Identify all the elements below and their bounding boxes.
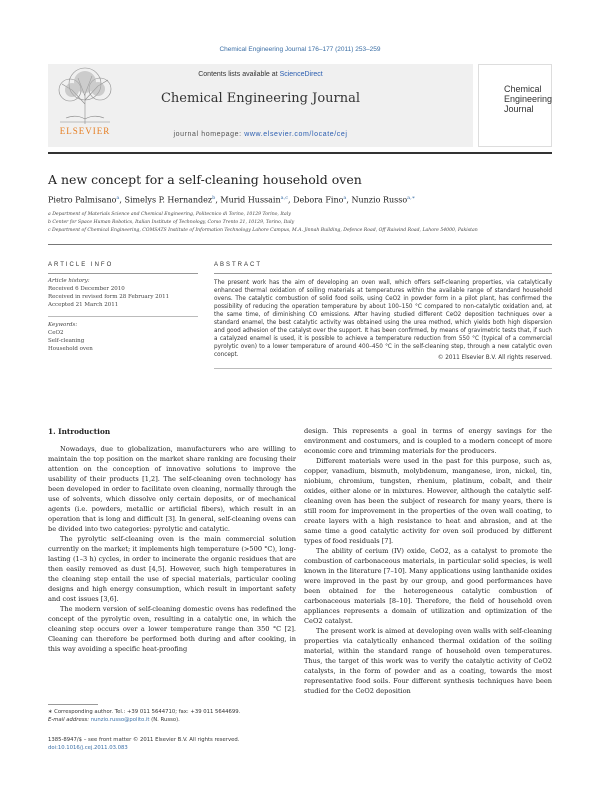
doi-link[interactable]: doi:10.1016/j.cej.2011.03.083 (48, 745, 128, 751)
body-paragraph: The pyrolytic self-cleaning oven is the main commercial solution currently on the market; it implements high temperature (>500 °C), long-lasting (1–3 h) cycles, in order to incinerate the organic residues that are then easily removed as dust [4,5]. However, such high temperatures in the cleaning step entail the use of special materials, particular cooling designs and high energy consumption, which result in important safety and cost issues [3,6]. (48, 535, 296, 603)
issn-line: 1385-8947/$ – see front matter © 2011 Elsevier B.V. All rights reserved. (48, 737, 240, 743)
email-suffix: (N. Russo). (149, 717, 180, 723)
header-rule (48, 152, 552, 154)
abstract-bottom-rule (214, 368, 552, 369)
abstract-text: The present work has the aim of developing an oven wall, which offers self-cleaning properties, via catalytically enhanced thermal oxidation of soiling materials at temperatures within the available range of standard household ovens. The catalytic combustion of solid food soils, using CeO2 in powder form in a pilot plant, has confirmed the possibility of reducing the operation temperature by about 100–150 °C compared to non-catalytic oxidation and, at the same time, of diminishing CO emissions. After having studied different CeO2 deposition techniques over a standard enamel, the best catalytic activity was obtained using the urea method, which yields both high dispersion and good adhesion of the catalyst over the support. It has been confirmed, by means of gravimetric tests that, if such a catalyzed enamel is used, it is possible to achieve a temperature reduction from 550 °C (typical of a commercial pyrolytic oven) to a lower temperature of around 400–450 °C in the self-cleaning step, through a new catalytic oven concept. (214, 280, 552, 359)
cover-title-line: Engineering (504, 94, 553, 104)
keyword[interactable]: Household oven (48, 346, 93, 352)
body-paragraph: The ability of cerium (IV) oxide, CeO2, as a catalyst to promote the combustion of carbonaceous materials, in particular solid species, is well known in the literature [7–10]. Many applications using lanthanide oxides were improved in the past by our group, and good performances have been obtained for the heterogeneous catalytic combustion of carbonaceous materials [8–10]. Therefore, the field of household oven appliances represents a domain of utilization and optimization of the CeO2 catalyst. (304, 547, 552, 625)
affiliation: b Center for Space Human Robotics, Italian Institute of Technology, Corso Trento 21, 10129, Torino, Italy (48, 220, 295, 225)
cover-title (504, 84, 552, 114)
author-affil-mark: a,c (280, 195, 289, 201)
keywords-label: Keywords: (48, 322, 78, 328)
body-paragraph: The present work is aimed at developing oven walls with self-cleaning properties via catalytically enhanced thermal oxidation of the soiling material, within the standard range of household oven temperatures. Thus, the target of this work was to verify the catalytic activity of CeO2 catalysts, in the form of powder and as a coating, towards the most representative food soils. Four different synthesis techniques have been studied for the CeO2 deposition (304, 627, 552, 695)
section-rule (48, 244, 552, 245)
cover-title-line: Chemical (504, 84, 542, 94)
author-name[interactable]: Nunzio Russo (351, 195, 408, 205)
author-name[interactable]: Debora Fino (293, 195, 344, 205)
cover-title-line: Journal (504, 104, 534, 114)
copyright-notice: © 2011 Elsevier B.V. All rights reserved. (437, 355, 552, 361)
author-affil-mark: a (343, 195, 347, 201)
footnote-rule (48, 704, 98, 705)
corresponding-author-note: ∗ Corresponding author. Tel.: +39 011 5644710; fax: +39 011 5644699. (48, 709, 241, 715)
body-paragraph: Nowadays, due to globalization, manufacturers who are willing to maintain the top position on the market share ranking are focusing their attention on the conception of innovative solutions to improve the usability of their products [1,2]. The self-cleaning oven technology has been developed in order to facilitate oven cleaning, normally through the use of solvents, which dissolve only certain deposits, or of mechanical agents (i.e. powders, metallic or artificial fibers), which result in an operation that is long and difficult [3]. In general, self-cleaning ovens can be divided into two categories: pyrolytic and catalytic. (48, 445, 296, 533)
body-paragraph: The modern version of self-cleaning domestic ovens has redefined the concept of the pyrolytic oven, resulting in a catalytic one, in which the cleaning step occurs over a lower temperature range than 350 °C [2]. Cleaning can therefore be performed both during and after cooking, in this way avoiding a specific heat-proofing (48, 605, 296, 653)
email-note (48, 716, 296, 724)
homepage-label: journal homepage: (173, 131, 245, 138)
journal-citation[interactable]: Chemical Engineering Journal 176–177 (2011) 253–259 (219, 46, 381, 53)
author-affil-mark: a (116, 195, 120, 201)
keywords-block (48, 321, 198, 353)
email-link[interactable]: nunzio.russo@polito.it (90, 717, 150, 723)
author-name[interactable]: Murid Hussain (220, 195, 281, 205)
history-revised: Received in revised form 28 February 2011 (48, 294, 170, 300)
article-history (48, 277, 198, 309)
keywords-rule (48, 316, 198, 317)
keyword[interactable]: CeO2 (48, 330, 64, 336)
author-affil-mark: a,∗ (407, 195, 416, 201)
keyword[interactable]: Self-cleaning (48, 338, 85, 344)
body-paragraph: Different materials were used in the past for this purpose, such as, copper, vanadium, bismuth, molybdenum, manganese, iron, nickel, tin, niobium, chromium, tungsten, rhenium, platinum, cobalt, and their oxides, either alone or in mixtures. However, although the catalytic self-cleaning oven has been the subject of research for many years, there is still room for improvement in the properties of the oven wall coating, to create layers with a high resistance to heat and abrasion, and at the same time a good catalytic activity for oven soil produced by different types of food residuals [7]. (304, 457, 552, 545)
article-info-heading: ARTICLE INFO (48, 262, 114, 268)
journal-homepage (48, 131, 473, 138)
article-title: A new concept for a self-cleaning household oven (48, 172, 362, 187)
contents-availability (48, 71, 473, 78)
author-list: Pietro Palmisano$^a$, Simelys P. Hernandez$^b$, Murid Hussain$^{a,c}$, Debora Fino$^a$, Nunzio Russo$^{a,∗}$ (48, 195, 416, 205)
publication-info (48, 736, 348, 752)
homepage-link[interactable]: www.elsevier.com/locate/cej (244, 131, 348, 138)
elsevier-wordmark: ELSEVIER (59, 126, 111, 136)
affiliation: c Department of Chemical Engineering, COMSATS Institute of Information Technology Lahore Campus, M.A. Jinnah Building, Defence Road, Off Raiwind Road, Lahore 54000, Pakistan (48, 228, 478, 233)
body-column-right (304, 426, 552, 696)
email-label: E-mail address: (48, 717, 91, 723)
contents-prefix: Contents lists available at (198, 71, 280, 78)
affiliation: a Department of Materials Science and Chemical Engineering, Politecnico di Torino, 10129 Torino, Italy (48, 212, 291, 217)
author-name[interactable]: Pietro Palmisano (48, 195, 117, 205)
author-affil-mark: b (212, 195, 216, 201)
history-accepted: Accepted 21 March 2011 (48, 302, 119, 308)
abstract-heading: ABSTRACT (214, 262, 263, 268)
body-paragraph: design. This represents a goal in terms of energy savings for the environment and costumers, and is coupled to a modern concept of more economic core and trimming materials for the producers. (304, 427, 552, 455)
body-column-left (48, 444, 296, 654)
section-heading-introduction: 1. Introduction (48, 427, 111, 436)
journal-title: Chemical Engineering Journal (160, 91, 361, 106)
article-info-rule (48, 273, 198, 274)
history-label: Article history: (48, 278, 90, 284)
author-name[interactable]: Simelys P. Hernandez (124, 195, 213, 205)
abstract-rule (214, 273, 552, 274)
footnotes (48, 708, 296, 724)
history-received: Received 6 December 2010 (48, 286, 125, 292)
sciencedirect-link[interactable]: ScienceDirect (279, 71, 323, 78)
